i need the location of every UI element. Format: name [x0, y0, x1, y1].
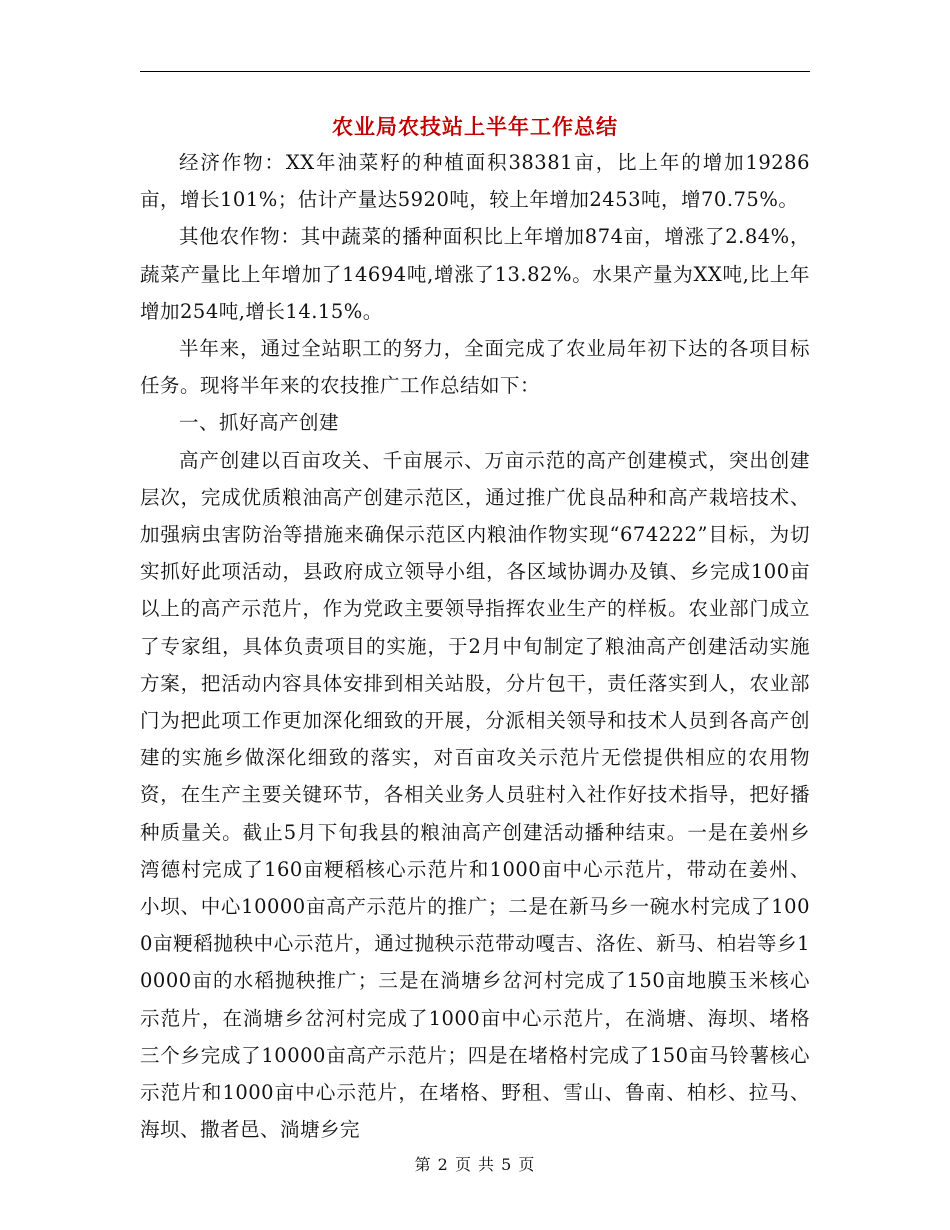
document-body: [140, 144, 810, 1148]
paragraph-other-crops: 其他农作物：其中蔬菜的播种面积比上年增加874亩，增涨了2.84%，蔬菜产量比上年增加了14694吨,增涨了13.82%。水果产量为XX吨,比上年增加254吨,增长14.15%。: [140, 225, 810, 323]
paragraph-economic-crops: 经济作物：XX年油菜籽的种植面积38381亩，比上年的增加19286亩，增长101%；估计产量达5920吨，较上年增加2453吨，增70.75%。: [140, 151, 810, 212]
page-number: 第 2 页 共 5 页: [414, 1155, 536, 1174]
paragraph-high-yield-details: 高产创建以百亩攻关、千亩展示、万亩示范的高产创建模式，突出创建层次，完成优质粮油高产创建示范区，通过推广优良品种和高产栽培技术、加强病虫害防治等措施来确保示范区内粮油作物实现“674222”目标，为切实抓好此项活动，县政府成立领导小组，各区域协调办及镇、乡完成100亩以上的高产示范片，作为党政主要领导指挥农业生产的样板。农业部门成立了专家组，具体负责项目的实施，于2月中旬制定了粮油高产创建活动实施方案，把活动内容具体安排到相关站股，分片包干，责任落实到人，农业部门为把此项工作更加深化细致的开展，分派相关领导和技术人员到各高产创建的实施乡做深化细致的落实，对百亩攻关示范片无偿提供相应的农用物资，在生产主要关键环节，各相关业务人员驻村入社作好技术指导，把好播种质量关。截止5月下旬我县的粮油高产创建活动播种结束。一是在姜州乡湾德村完成了160亩粳稻核心示范片和1000亩中心示范片，带动在姜州、小坝、中心10000亩高产示范片的推广；二是在新马乡一碗水村完成了1000亩粳稻抛秧中心示范片，通过抛秧示范带动嘎吉、洛佐、新马、柏岩等乡10000亩的水稻抛秧推广；三是在淌塘乡岔河村完成了150亩地膜玉米核心示范片，在淌塘乡岔河村完成了1000亩中心示范片，在淌塘、海坝、堵格三个乡完成了10000亩高产示范片；四是在堵格村完成了150亩马铃薯核心示范片和1000亩中心示范片，在堵格、野租、雪山、鲁南、柏杉、拉马、海坝、撒者邑、淌塘乡完: [140, 448, 810, 1142]
document-title: 农业局农技站上半年工作总结: [332, 114, 618, 139]
paragraph-half-year-intro: 半年来，通过全站职工的努力，全面完成了农业局年初下达的各项目标任务。现将半年来的农技推广工作总结如下：: [140, 337, 810, 398]
section-heading-high-yield: 一、抓好高产创建: [179, 411, 340, 435]
header-rule: [140, 71, 810, 72]
